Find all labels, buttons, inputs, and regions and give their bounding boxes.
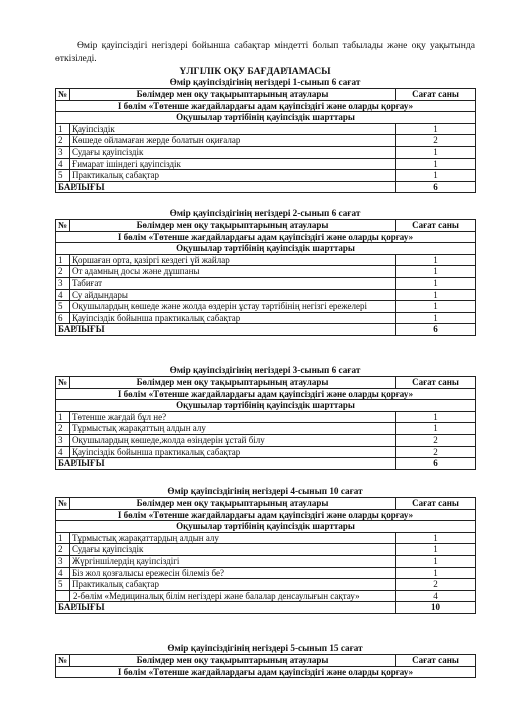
row-hours: 1: [396, 544, 476, 556]
row-number: 2: [56, 423, 70, 435]
row-number: 1: [56, 123, 70, 135]
row-number: 4: [56, 289, 70, 301]
row-number: 1: [56, 532, 70, 544]
row-topic: Тұрмыстық жарақаттардың алдын алу: [70, 532, 396, 544]
row-number: 3: [56, 277, 70, 289]
part-title: І бөлім «Төтенше жағдайлардағы адам қауіпсіздігі және оларды қорғау»: [56, 388, 476, 400]
row-number: 2: [56, 544, 70, 556]
table-row: [56, 532, 476, 544]
row-hours: 1: [396, 277, 476, 289]
row-number: 5: [56, 170, 70, 182]
row-topic: Қауіпсіздік бойынша практикалық сабақтар: [70, 312, 396, 324]
table-header-row: [56, 655, 476, 667]
row-topic: Оқушылардың көшеде,жолда өзіндерін ұстай білу: [70, 434, 396, 446]
section-title: Өмір қауіпсіздігінің негіздері 3-сынып 6 сағат: [169, 365, 361, 375]
row-number: [56, 590, 70, 602]
header-hours: Сағат саны: [396, 89, 476, 101]
row-hours: 1: [396, 411, 476, 423]
part-title: І бөлім «Төтенше жағдайлардағы адам қауіпсіздігі және оларды қорғау»: [56, 509, 476, 521]
row-hours: 2: [396, 446, 476, 458]
row-number: 5: [56, 579, 70, 591]
total-hours: 6: [396, 324, 476, 336]
total-row: [56, 324, 476, 336]
row-topic: Жүргіншілердің қауіпсіздігі: [70, 555, 396, 567]
curriculum-table: [55, 376, 476, 470]
curriculum-table: [55, 219, 476, 336]
table-header-row: [56, 220, 476, 232]
table-row: [56, 266, 476, 278]
header-topics: Бөлімдер мен оқу тақырыптарының атаулары: [70, 220, 396, 232]
row-number: 4: [56, 158, 70, 170]
subhead-title: Оқушылар тәртібінің қауіпсіздік шарттары: [56, 400, 476, 412]
total-row: [56, 602, 476, 614]
row-hours: 1: [396, 312, 476, 324]
row-hours: 2: [396, 434, 476, 446]
table-row: [56, 135, 476, 147]
section-grade-2: [55, 208, 475, 336]
row-topic: Қоршаған орта, қазіргі кездегі үй жайлар: [70, 254, 396, 266]
section-grade-5: [55, 643, 475, 678]
curriculum-table: [55, 654, 476, 678]
row-hours: 1: [396, 555, 476, 567]
row-topic: Көшеде ойламаған жерде болатын оқиғалар: [70, 135, 396, 147]
curriculum-table: [55, 88, 476, 193]
table-row: [56, 567, 476, 579]
subhead-row: [56, 243, 476, 255]
table-row: [56, 146, 476, 158]
part-title: І бөлім «Төтенше жағдайлардағы адам қауіпсіздігі және оларды қорғау»: [56, 231, 476, 243]
part-row: [56, 666, 476, 678]
row-hours: 1: [396, 567, 476, 579]
total-label: БАРЛЫҒЫ: [56, 602, 396, 614]
header-number: №: [56, 89, 70, 101]
row-number: 3: [56, 434, 70, 446]
row-hours: 1: [396, 423, 476, 435]
row-hours: 2: [396, 579, 476, 591]
table-row: [56, 158, 476, 170]
section-title: Өмір қауіпсіздігінің негіздері 1-сынып 6 сағат: [169, 77, 361, 87]
total-row: [56, 181, 476, 193]
row-number: 4: [56, 446, 70, 458]
row-number: 2: [56, 135, 70, 147]
section-title: Өмір қауіпсіздігінің негіздері 2-сынып 6 сағат: [169, 208, 361, 218]
table-row: [56, 170, 476, 182]
subhead-title: Оқушылар тәртібінің қауіпсіздік шарттары: [56, 112, 476, 124]
part-title: І бөлім «Төтенше жағдайлардағы адам қауіпсіздігі және оларды қорғау»: [56, 666, 476, 678]
total-label: БАРЛЫҒЫ: [56, 181, 396, 193]
row-number: 3: [56, 146, 70, 158]
table-row: [56, 312, 476, 324]
part-row: [56, 388, 476, 400]
subhead-title: Оқушылар тәртібінің қауіпсіздік шарттары: [56, 243, 476, 255]
table-row: [56, 579, 476, 591]
section-grade-4: [55, 486, 475, 614]
total-label: БАРЛЫҒЫ: [56, 458, 396, 470]
row-hours: 1: [396, 123, 476, 135]
row-number: 1: [56, 411, 70, 423]
row-hours: 4: [396, 590, 476, 602]
header-number: №: [56, 655, 70, 667]
row-number: 1: [56, 254, 70, 266]
table-row: [56, 544, 476, 556]
header-number: №: [56, 498, 70, 510]
row-topic: Ғимарат ішіндегі қауіпсіздік: [70, 158, 396, 170]
subhead-row: [56, 521, 476, 533]
header-hours: Сағат саны: [396, 220, 476, 232]
header-topics: Бөлімдер мен оқу тақырыптарының атаулары: [70, 498, 396, 510]
table-row: [56, 277, 476, 289]
section-grade-1: [55, 77, 475, 193]
total-hours: 10: [396, 602, 476, 614]
intro-paragraph: Өмір қауіпсіздігі негіздері бойынша сабақтар міндетті болып табылады және оқу уақытында өткізіледі.: [55, 40, 475, 64]
header-topics: Бөлімдер мен оқу тақырыптарының атаулары: [70, 655, 396, 667]
table-row: [56, 411, 476, 423]
section-title: Өмір қауіпсіздігінің негіздері 5-сынып 15 сағат: [167, 643, 363, 653]
header-topics: Бөлімдер мен оқу тақырыптарының атаулары: [70, 89, 396, 101]
row-hours: 1: [396, 266, 476, 278]
section-grade-3: [55, 365, 475, 470]
row-topic: Судағы қауіпсіздік: [70, 146, 396, 158]
row-topic: Төтенше жағдай бұл не?: [70, 411, 396, 423]
table-row: [56, 123, 476, 135]
table-row: [56, 301, 476, 313]
row-hours: 1: [396, 146, 476, 158]
row-hours: 2: [396, 135, 476, 147]
subhead-row: [56, 400, 476, 412]
row-topic: Қауіпсіздік: [70, 123, 396, 135]
total-row: [56, 458, 476, 470]
row-topic: Су айдындары: [70, 289, 396, 301]
row-topic: Оқушылардың көшеде және жолда өздерін ұстау тәртібінің негізгі ережелері: [70, 301, 396, 313]
total-hours: 6: [396, 458, 476, 470]
row-number: 6: [56, 312, 70, 324]
table-row: [56, 590, 476, 602]
total-label: БАРЛЫҒЫ: [56, 324, 396, 336]
row-number: 5: [56, 301, 70, 313]
header-number: №: [56, 220, 70, 232]
row-topic: 2-бөлім «Медициналық білім негіздері және балалар денсаулығын сақтау»: [70, 590, 396, 602]
row-number: 2: [56, 266, 70, 278]
table-row: [56, 289, 476, 301]
table-header-row: [56, 89, 476, 101]
header-hours: Сағат саны: [396, 655, 476, 667]
row-topic: Практикалық сабақтар: [70, 170, 396, 182]
table-header-row: [56, 377, 476, 389]
header-hours: Сағат саны: [396, 377, 476, 389]
row-hours: 1: [396, 158, 476, 170]
part-row: [56, 231, 476, 243]
part-row: [56, 100, 476, 112]
part-title: І бөлім «Төтенше жағдайлардағы адам қауіпсіздігі және оларды қорғау»: [56, 100, 476, 112]
row-hours: 1: [396, 301, 476, 313]
row-hours: 1: [396, 170, 476, 182]
table-row: [56, 423, 476, 435]
table-row: [56, 555, 476, 567]
table-header-row: [56, 498, 476, 510]
row-topic: Біз жол қозғалысы ережесін білеміз бе?: [70, 567, 396, 579]
header-hours: Сағат саны: [396, 498, 476, 510]
row-topic: Судағы қауіпсіздік: [70, 544, 396, 556]
curriculum-table: [55, 497, 476, 614]
row-topic: Тұрмыстық жарақаттың алдын алу: [70, 423, 396, 435]
subhead-row: [56, 112, 476, 124]
row-topic: Практикалық сабақтар: [70, 579, 396, 591]
row-number: 3: [56, 555, 70, 567]
table-row: [56, 446, 476, 458]
table-row: [56, 254, 476, 266]
row-hours: 1: [396, 289, 476, 301]
row-topic: От адамның досы және дұшпаны: [70, 266, 396, 278]
row-topic: Қауіпсіздік бойынша практикалық сабақтар: [70, 446, 396, 458]
main-title: ҮЛГІЛІК ОҚУ БАҒДАРЛАМАСЫ: [179, 66, 331, 77]
row-hours: 1: [396, 532, 476, 544]
row-hours: 1: [396, 254, 476, 266]
part-row: [56, 509, 476, 521]
section-title: Өмір қауіпсіздігінің негіздері 4-сынып 10 сағат: [167, 486, 363, 496]
row-topic: Табиғат: [70, 277, 396, 289]
header-number: №: [56, 377, 70, 389]
total-hours: 6: [396, 181, 476, 193]
table-row: [56, 434, 476, 446]
header-topics: Бөлімдер мен оқу тақырыптарының атаулары: [70, 377, 396, 389]
subhead-title: Оқушылар тәртібінің қауіпсіздік шарттары: [56, 521, 476, 533]
row-number: 4: [56, 567, 70, 579]
